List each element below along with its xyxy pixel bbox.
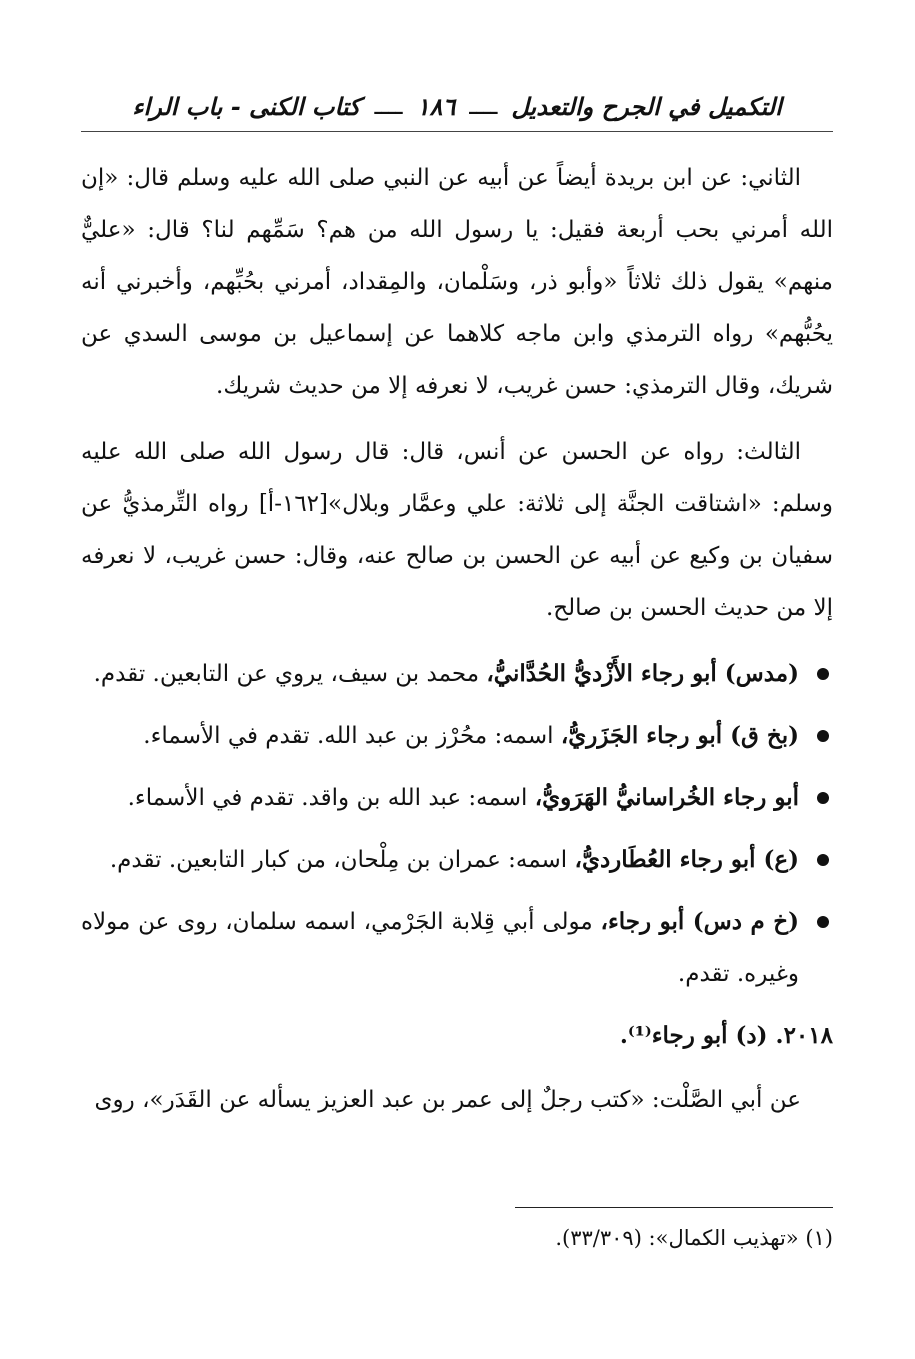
narrator-name: أبو رجاء الخُراسانيُّ الهَرَويُّ،	[534, 784, 799, 811]
header-book-title: التكميل في الجرح والتعديل	[511, 91, 782, 121]
narrator-name: (بخ ق) أبو رجاء الجَزَريُّ،	[560, 722, 799, 749]
narrator-name: (خ م دس) أبو رجاء،	[600, 908, 799, 935]
footnote-rule	[515, 1207, 833, 1208]
footnote: (١) «تهذيب الكمال»: (٣٣/٣٠٩).	[555, 1226, 833, 1250]
narrator-description: اسمه: عمران بن مِلْحان، من كبار التابعين. تقدم.	[109, 847, 575, 873]
paragraph-second-hadith: الثاني: عن ابن بريدة أيضاً عن أبيه عن النبي صلى الله عليه وسلم قال: «إن الله أمرني بحب أربعة فقيل: يا رسول الله من هم؟ سَمِّهم لنا؟ قال: «عليٌّ منهم» يقول ذلك ثلاثاً «وأبو ذر، وسَلْمان، والمِقداد، أمرني بحُبِّهم، وأخبرني أنه يحُبُّهم» رواه الترمذي وابن ماجه كلاهما عن إسماعيل بن موسى السدي عن شريك، وقال الترمذي: حسن غريب، لا نعرفه إلا من حديث شريك.	[81, 165, 833, 399]
list-item	[81, 834, 833, 886]
list-item	[81, 896, 833, 1000]
bullet-icon	[817, 730, 829, 742]
kunya-list	[81, 648, 833, 1000]
paragraph-third-hadith: الثالث: رواه عن الحسن عن أنس، قال: قال رسول الله صلى الله عليه وسلم: «اشتاقت الجنَّة إلى ثلاثة: علي وعمَّار وبلال»[١٦٢-أ] رواه التِّرمذيُّ عن سفيان بن وكيع عن أبيه عن الحسن بن صالح عنه، وقال: حسن غريب، لا نعرفه إلا من حديث الحسن بن صالح.	[81, 439, 833, 621]
narrator-name: (مدس) أبو رجاء الأَزْديُّ الحُدَّانيُّ،	[486, 660, 799, 687]
list-item	[81, 772, 833, 824]
narrator-description: محمد بن سيف، يروي عن التابعين. تقدم.	[93, 661, 487, 687]
entry-heading: ٢٠١٨. (د) أبو رجاء⁽¹⁾.	[619, 1022, 833, 1049]
list-item	[81, 648, 833, 700]
running-header	[81, 84, 833, 128]
header-section: كتاب الكنى - باب الراء	[132, 91, 361, 121]
bullet-icon	[817, 792, 829, 804]
closing-paragraph: عن أبي الصَّلْت: «كتب رجلٌ إلى عمر بن عبد العزيز يسأله عن القَدَر»، روى	[94, 1087, 801, 1113]
main-text	[81, 152, 833, 1140]
narrator-description: اسمه: عبد الله بن واقد. تقدم في الأسماء.	[127, 785, 535, 811]
header-separator: ــــ	[374, 92, 403, 120]
narrator-name: (ع) أبو رجاء العُطَارديُّ،	[574, 846, 799, 873]
header-rule	[81, 131, 833, 132]
header-separator: ــــ	[469, 92, 498, 120]
narrator-description: اسمه: محُرْز بن عبد الله. تقدم في الأسماء.	[143, 723, 561, 749]
list-item	[81, 710, 833, 762]
page-number: ١٨٦	[416, 91, 456, 121]
narrator-description: مولى أبي قِلابة الجَرْمي، اسمه سلمان، روى عن مولاه وغيره. تقدم.	[81, 909, 799, 987]
bullet-icon	[817, 916, 829, 928]
bullet-icon	[817, 854, 829, 866]
bullet-icon	[817, 668, 829, 680]
